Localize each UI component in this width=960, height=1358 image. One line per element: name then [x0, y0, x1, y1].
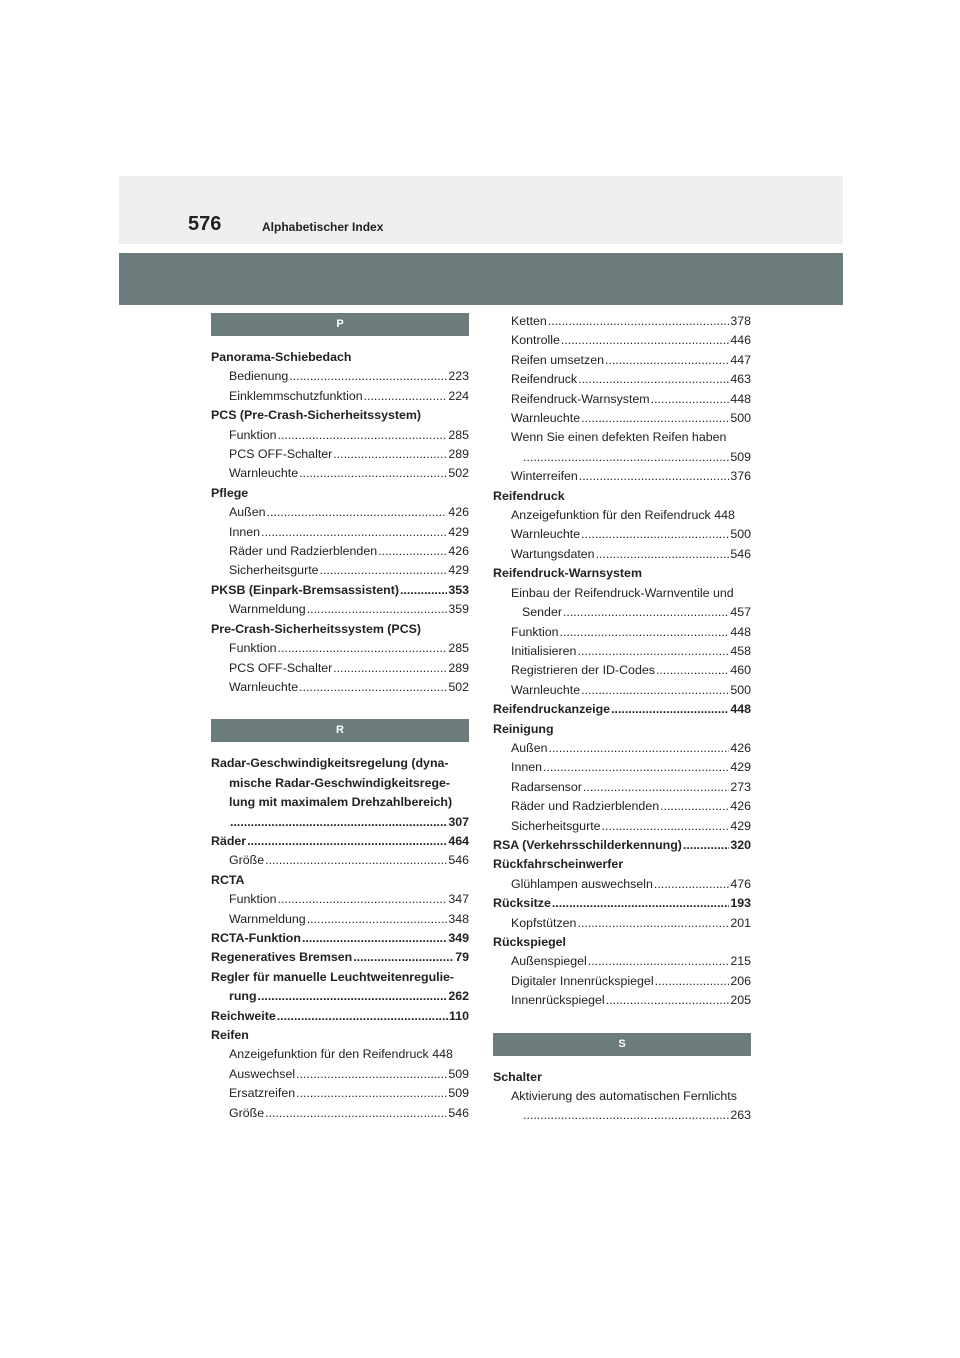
- index-subentry: [493, 603, 751, 622]
- index-subentry: [493, 331, 751, 350]
- entry-page-number: 509: [730, 449, 751, 464]
- entry-page-number: 205: [730, 993, 751, 1008]
- entry-label: Regeneratives Bremsen: [211, 950, 353, 965]
- dot-leader: [277, 1007, 448, 1026]
- dot-leader: [247, 832, 447, 851]
- index-subentry: [493, 390, 751, 409]
- entry-label: Sender: [522, 605, 562, 620]
- entry-label: Außenspiegel: [511, 954, 587, 969]
- entry-label: Außen: [511, 740, 548, 755]
- dot-leader: [364, 387, 448, 406]
- entry-label: Funktion: [511, 624, 559, 639]
- entry-label: Wartungsdaten: [511, 546, 595, 561]
- index-subentry: [211, 910, 469, 929]
- dot-leader: [543, 758, 729, 777]
- entry-page-number: 376: [730, 469, 751, 484]
- dot-leader: [333, 659, 447, 678]
- entry-label: Ersatzreifen: [229, 1086, 296, 1101]
- entry-page-number: 426: [730, 740, 751, 755]
- index-subentry: [493, 758, 751, 777]
- dot-leader: [660, 797, 729, 816]
- index-subentry: [211, 1104, 469, 1123]
- index-subentry: [493, 467, 751, 486]
- dot-leader: [230, 813, 447, 832]
- dot-leader: [561, 331, 729, 350]
- entry-label: Einklemmschutzfunktion: [229, 388, 363, 403]
- entry-page-number: 263: [730, 1108, 751, 1123]
- entry-page-number: 447: [730, 352, 751, 367]
- dot-leader: [299, 678, 447, 697]
- dot-leader: [577, 642, 729, 661]
- dot-leader: [654, 875, 729, 894]
- index-heading: Reifendruck-Warnsystem: [493, 566, 642, 581]
- index-subentry-text: Einbau der Reifendruck-Warnventile und: [511, 585, 734, 600]
- entry-page-number: 289: [448, 447, 469, 462]
- index-subentry-text: Anzeigefunktion für den Reifendruck 448: [511, 508, 735, 523]
- index-heading: Reinigung: [493, 721, 554, 736]
- index-entry: [211, 929, 469, 948]
- entry-label: Größe: [229, 853, 265, 868]
- index-heading: RCTA: [211, 872, 245, 887]
- index-subentry: [493, 681, 751, 700]
- entry-label: rung: [229, 989, 257, 1004]
- dot-leader: [307, 910, 448, 929]
- entry-page-number: 509: [448, 1066, 469, 1081]
- running-title: Alphabetischer Index: [262, 220, 384, 234]
- dot-leader: [583, 778, 729, 797]
- entry-page-number: 285: [448, 641, 469, 656]
- index-subentry: [493, 525, 751, 544]
- entry-label: Kopfstützen: [511, 915, 577, 930]
- entry-page-number: 500: [730, 411, 751, 426]
- entry-label: Funktion: [229, 892, 277, 907]
- index-entry: [493, 836, 751, 855]
- index-subentry: [493, 370, 751, 389]
- dot-leader: [596, 545, 730, 564]
- chapter-band: [119, 253, 843, 305]
- index-heading: Reifen: [211, 1028, 249, 1042]
- index-subentry: [493, 914, 751, 933]
- index-subentry-text: Wenn Sie einen defekten Reifen haben: [511, 430, 727, 445]
- entry-label: Initialisieren: [511, 643, 577, 658]
- entry-page-number: 500: [730, 527, 751, 542]
- dot-leader: [278, 890, 448, 909]
- dot-leader: [588, 952, 730, 971]
- index-subentry: [493, 448, 751, 467]
- entry-label: Radarsensor: [511, 779, 582, 794]
- entry-label: PKSB (Einpark-Bremsassistent): [211, 582, 399, 597]
- index-entry: [211, 1007, 469, 1026]
- dot-leader: [278, 639, 448, 658]
- index-subentry: [493, 409, 751, 428]
- entry-page-number: 206: [730, 973, 751, 988]
- entry-label: Räder und Radzierblenden: [511, 799, 660, 814]
- index-subentry: [211, 639, 469, 658]
- section-letter-bar: R: [211, 719, 469, 742]
- dot-leader: [400, 581, 447, 600]
- entry-label: Warnleuchte: [511, 527, 581, 542]
- entry-label: Warnleuchte: [229, 466, 299, 481]
- entry-label: Innenrückspiegel: [511, 993, 605, 1008]
- index-subentry: [211, 1065, 469, 1084]
- entry-page-number: 289: [448, 660, 469, 675]
- entry-page-number: 193: [730, 896, 751, 911]
- index-subentry: [493, 972, 751, 991]
- index-entry: [493, 700, 751, 719]
- entry-label: Auswechsel: [229, 1066, 296, 1081]
- index-heading: Pre-Crash-Sicherheitssystem (PCS): [211, 621, 422, 636]
- entry-label: Warnleuchte: [511, 411, 581, 426]
- entry-page-number: 500: [730, 682, 751, 697]
- index-subentry: [493, 351, 751, 370]
- entry-page-number: 285: [448, 427, 469, 442]
- section-letter-bar: P: [211, 313, 469, 336]
- entry-page-number: 426: [448, 544, 469, 559]
- index-subentry: [493, 797, 751, 816]
- entry-label: Ketten: [511, 314, 547, 328]
- entry-page-number: 426: [448, 505, 469, 520]
- index-heading: Rückspiegel: [493, 935, 566, 949]
- index-subentry-text: mische Radar-Geschwindigkeitsrege-: [229, 775, 451, 790]
- index-heading: Radar-Geschwindigkeitsregelung (dyna-: [211, 756, 449, 771]
- dot-leader: [307, 600, 448, 619]
- entry-page-number: 457: [730, 605, 751, 620]
- entry-page-number: 463: [730, 372, 751, 387]
- entry-label: Räder: [211, 833, 247, 848]
- entry-page-number: 347: [448, 892, 469, 907]
- page-number: 576: [188, 213, 222, 235]
- index-subentry: [211, 678, 469, 697]
- index-subentry: [211, 503, 469, 522]
- index-subentry-text: Aktivierung des automatischen Fernlichts: [511, 1089, 737, 1104]
- dot-leader: [578, 370, 729, 389]
- entry-label: Winterreifen: [511, 469, 578, 484]
- entry-label: Sicherheitsgurte: [229, 563, 319, 578]
- index-subentry: [493, 642, 751, 661]
- dot-leader: [581, 681, 729, 700]
- index-subentry: [211, 445, 469, 464]
- dot-leader: [299, 464, 447, 483]
- index-subentry: [493, 545, 751, 564]
- index-subentry: [493, 661, 751, 680]
- entry-label: Reifendruck: [511, 372, 578, 387]
- section-letter-bar: S: [493, 1033, 751, 1056]
- index-entry: [211, 832, 469, 851]
- entry-label: PCS OFF-Schalter: [229, 447, 333, 462]
- index-subentry: [211, 851, 469, 870]
- index-subentry: [211, 464, 469, 483]
- index-subentry: [493, 817, 751, 836]
- entry-label: Außen: [229, 505, 266, 520]
- entry-page-number: 426: [730, 799, 751, 814]
- entry-label: Kontrolle: [511, 333, 560, 348]
- entry-label: Warnmeldung: [229, 911, 306, 926]
- entry-page-number: 201: [730, 915, 751, 930]
- entry-page-number: 307: [448, 814, 469, 829]
- dot-leader: [581, 525, 729, 544]
- index-subentry-text: Anzeigefunktion für den Reifendruck 448: [229, 1047, 453, 1062]
- entry-page-number: 215: [730, 954, 751, 969]
- entry-label: Funktion: [229, 427, 277, 442]
- index-subentry: [493, 1106, 751, 1125]
- entry-label: Sicherheitsgurte: [511, 818, 601, 833]
- dot-leader: [302, 929, 447, 948]
- entry-page-number: 546: [730, 546, 751, 561]
- dot-leader: [265, 851, 447, 870]
- entry-page-number: 476: [730, 876, 751, 891]
- entry-page-number: 110: [449, 1008, 469, 1023]
- index-heading: Reifendruck: [493, 488, 565, 503]
- entry-label: Räder und Radzierblenden: [229, 544, 378, 559]
- dot-leader: [523, 448, 729, 467]
- dot-leader: [581, 409, 729, 428]
- dot-leader: [549, 739, 730, 758]
- index-heading: Rückfahrscheinwerfer: [493, 857, 624, 872]
- entry-label: Reifendruckanzeige: [493, 702, 611, 717]
- entry-page-number: 448: [730, 702, 751, 717]
- entry-page-number: 509: [448, 1086, 469, 1101]
- entry-page-number: 446: [730, 333, 751, 348]
- index-heading: PCS (Pre-Crash-Sicherheitssystem): [211, 408, 422, 423]
- entry-page-number: 79: [455, 950, 469, 965]
- entry-label: Reifen umsetzen: [511, 352, 604, 367]
- entry-label: Reichweite: [211, 1008, 276, 1023]
- index-subentry: [211, 813, 469, 832]
- dot-leader: [523, 1106, 729, 1125]
- index-entry: [211, 948, 469, 967]
- entry-label: Bedienung: [229, 369, 289, 384]
- entry-label: Digitaler Innenrückspiegel: [511, 973, 654, 988]
- entry-label: Innen: [511, 760, 543, 775]
- index-heading: Pflege: [211, 485, 249, 500]
- dot-leader: [605, 351, 729, 370]
- index-subentry-text: lung mit maximalem Drehzahlbereich): [229, 795, 453, 810]
- index-heading: Regler für manuelle Leuchtweitenregulie-: [211, 969, 455, 984]
- dot-leader: [296, 1065, 447, 1084]
- index-subentry: [493, 991, 751, 1010]
- index-entry: [211, 581, 469, 600]
- dot-leader: [577, 914, 729, 933]
- index-subentry: [211, 367, 469, 386]
- index-subentry: [493, 623, 751, 642]
- dot-leader: [611, 700, 729, 719]
- entry-label: Registrieren der ID-Codes: [511, 663, 655, 678]
- dot-leader: [606, 991, 730, 1010]
- dot-leader: [378, 542, 447, 561]
- dot-leader: [683, 836, 729, 855]
- index-subentry: [211, 890, 469, 909]
- dot-leader: [258, 987, 448, 1006]
- dot-leader: [261, 523, 447, 542]
- header-band: [119, 176, 843, 244]
- index-subentry: [493, 312, 751, 331]
- index-entry: [493, 894, 751, 913]
- dot-leader: [296, 1084, 447, 1103]
- entry-label: PCS OFF-Schalter: [229, 660, 333, 675]
- index-subentry: [211, 523, 469, 542]
- entry-page-number: 349: [448, 930, 469, 945]
- index-subentry: [211, 542, 469, 561]
- dot-leader: [289, 367, 447, 386]
- index-subentry: [493, 778, 751, 797]
- entry-page-number: 448: [730, 624, 751, 639]
- entry-label: Glühlampen auswechseln: [511, 876, 653, 891]
- dot-leader: [333, 445, 447, 464]
- entry-page-number: 448: [730, 391, 751, 406]
- entry-page-number: 224: [448, 388, 469, 403]
- index-subentry: [493, 739, 751, 758]
- dot-leader: [548, 312, 729, 331]
- index-heading: Panorama-Schiebedach: [211, 350, 352, 364]
- entry-page-number: 502: [448, 679, 469, 694]
- index-subentry: [211, 1084, 469, 1103]
- index-subentry: [493, 875, 751, 894]
- dot-leader: [552, 894, 729, 913]
- entry-page-number: 502: [448, 466, 469, 481]
- entry-page-number: 273: [730, 779, 751, 794]
- entry-label: Warnleuchte: [511, 682, 581, 697]
- entry-page-number: 429: [730, 760, 751, 775]
- index-subentry: [493, 952, 751, 971]
- entry-page-number: 359: [448, 602, 469, 617]
- index-subentry: [211, 426, 469, 445]
- entry-label: Funktion: [229, 641, 277, 656]
- index-subentry: [211, 387, 469, 406]
- entry-label: Reifendruck-Warnsystem: [511, 391, 650, 406]
- dot-leader: [353, 948, 454, 967]
- dot-leader: [602, 817, 730, 836]
- entry-page-number: 353: [448, 582, 469, 597]
- index-subentry: [211, 561, 469, 580]
- entry-page-number: 223: [448, 369, 469, 384]
- entry-label: Rücksitze: [493, 896, 551, 911]
- dot-leader: [560, 623, 730, 642]
- dot-leader: [320, 561, 448, 580]
- entry-page-number: 429: [448, 563, 469, 578]
- dot-leader: [267, 503, 448, 522]
- entry-label: Größe: [229, 1105, 265, 1120]
- entry-page-number: 262: [448, 989, 469, 1004]
- dot-leader: [651, 390, 730, 409]
- entry-page-number: 464: [448, 833, 469, 848]
- index-heading: Schalter: [493, 1069, 542, 1084]
- dot-leader: [656, 661, 729, 680]
- dot-leader: [655, 972, 730, 991]
- entry-page-number: 429: [448, 524, 469, 539]
- entry-label: Warnmeldung: [229, 602, 306, 617]
- entry-page-number: 348: [448, 911, 469, 926]
- dot-leader: [579, 467, 730, 486]
- dot-leader: [278, 426, 448, 445]
- entry-label: RCTA-Funktion: [211, 930, 301, 945]
- index-column-left: [211, 312, 469, 1123]
- entry-page-number: 546: [448, 1105, 469, 1120]
- entry-page-number: 429: [730, 818, 751, 833]
- dot-leader: [563, 603, 729, 622]
- entry-label: Innen: [229, 524, 261, 539]
- entry-label: RSA (Verkehrsschilderkennung): [493, 837, 682, 852]
- entry-page-number: 378: [730, 314, 751, 328]
- dot-leader: [265, 1104, 447, 1123]
- index-column-right: [493, 312, 751, 1126]
- entry-page-number: 320: [730, 837, 751, 852]
- index-subentry: [211, 987, 469, 1006]
- index-subentry: [211, 600, 469, 619]
- entry-page-number: 546: [448, 853, 469, 868]
- entry-page-number: 458: [730, 643, 751, 658]
- entry-page-number: 460: [730, 663, 751, 678]
- entry-label: Warnleuchte: [229, 679, 299, 694]
- index-subentry: [211, 659, 469, 678]
